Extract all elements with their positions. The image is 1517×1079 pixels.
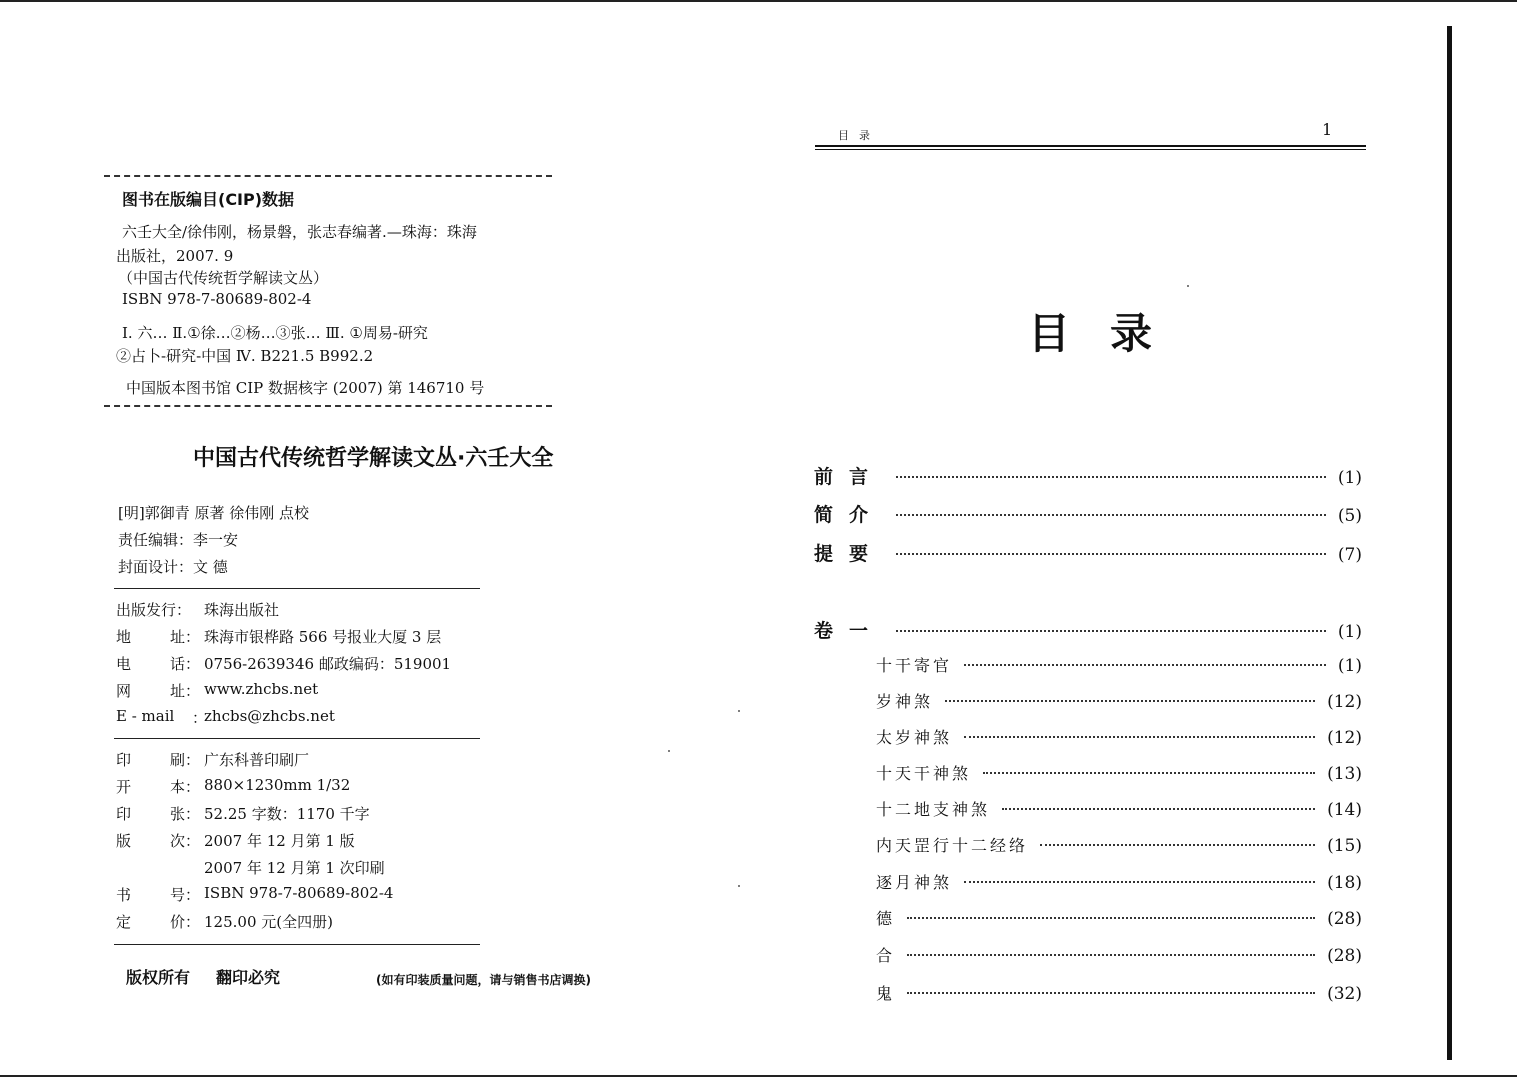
toc-entry-label: 提要	[814, 543, 885, 565]
toc-entry-page: (13)	[1327, 764, 1362, 784]
cip-line: 六壬大全/徐伟刚，杨景磐，张志春编著.—珠海：珠海	[122, 223, 477, 241]
toc-leader	[896, 553, 1326, 555]
row-label-suffix: 次：	[170, 832, 201, 850]
row-label: 电	[116, 655, 132, 673]
toc-subentry	[876, 906, 1362, 932]
row-value: 珠海出版社	[204, 601, 280, 619]
toc-leader	[907, 954, 1315, 956]
cip-line: ②占卜-研究-中国 Ⅳ. B221.5 B992.2	[116, 347, 374, 365]
copyright-notice	[126, 965, 280, 988]
toc-leader	[1040, 844, 1315, 846]
header-rule-thin	[815, 149, 1366, 150]
toc-entry-label: 德	[876, 909, 896, 928]
row-label: 印	[116, 805, 132, 823]
row-label: 书	[116, 886, 132, 904]
toc-leader	[945, 700, 1315, 702]
toc-entry-page: (5)	[1337, 506, 1362, 526]
row-label-suffix: 刷：	[170, 751, 201, 769]
toc-leader	[896, 630, 1326, 632]
cip-line: 出版社，2007. 9	[116, 247, 234, 265]
toc-entry-label: 前言	[814, 466, 885, 488]
toc-entry-page: (12)	[1327, 728, 1362, 748]
row-label-suffix: 址：	[170, 682, 201, 700]
row-label-suffix: 址：	[170, 628, 201, 646]
cip-bottom-divider	[104, 405, 552, 407]
scan-speck	[738, 885, 740, 887]
toc-entry-page: (15)	[1327, 836, 1362, 856]
toc-entry-page: (28)	[1327, 909, 1362, 929]
credit-editor: 责任编辑：李一安	[118, 531, 239, 549]
toc-entry-label: 合	[876, 946, 896, 965]
row-value: ISBN 978-7-80689-802-4	[204, 884, 394, 902]
row-label: 地	[116, 628, 132, 646]
toc-entry	[814, 539, 1362, 565]
toc-leader	[907, 917, 1315, 919]
toc-entry-page: (18)	[1327, 873, 1362, 893]
cip-line: 中国版本图书馆 CIP 数据核字 (2007) 第 146710 号	[126, 379, 485, 397]
row-label-suffix: 价：	[170, 913, 201, 931]
toc-entry-label: 鬼	[876, 984, 896, 1003]
row-value: www.zhcbs.net	[204, 680, 319, 698]
row-value: 2007 年 12 月第 1 次印刷	[204, 859, 385, 877]
scan-speck	[1187, 285, 1189, 287]
row-value: 0756-2639346 邮政编码：519001	[204, 655, 452, 673]
toc-entry-label: 简介	[814, 504, 885, 526]
row-label: E - mail	[116, 707, 175, 725]
toc-leader	[964, 881, 1315, 883]
row-label-suffix: 话：	[170, 655, 201, 673]
section-rule	[114, 944, 480, 945]
toc-entry-page: (7)	[1337, 545, 1362, 565]
no-reproduction: 翻印必究	[216, 968, 281, 987]
toc-entry-label: 岁神煞	[876, 692, 934, 711]
toc-subentry	[876, 870, 1362, 896]
toc-entry-page: (12)	[1327, 692, 1362, 712]
toc-entry-label: 内天罡行十二经络	[876, 836, 1029, 855]
page-number: 1	[1322, 120, 1333, 139]
section-rule	[114, 738, 480, 739]
row-value: 广东科普印刷厂	[204, 751, 310, 769]
toc-subentry	[876, 833, 1362, 859]
toc-entry-label: 太岁神煞	[876, 728, 953, 747]
toc-entry-page: (1)	[1337, 622, 1362, 642]
row-label: 开	[116, 778, 132, 796]
toc-entry-page: (28)	[1327, 946, 1362, 966]
scan-border-bottom	[0, 1075, 1517, 1077]
toc-leader	[1002, 808, 1315, 810]
section-rule	[114, 588, 480, 589]
toc-leader	[896, 476, 1326, 478]
row-label: 定	[116, 913, 132, 931]
running-header-label: 目录	[838, 129, 880, 142]
cip-line: ISBN 978-7-80689-802-4	[122, 290, 312, 308]
toc-subentry	[876, 981, 1362, 1007]
cip-title: 图书在版编目(CIP)数据	[122, 190, 295, 209]
row-label: 印	[116, 751, 132, 769]
toc-subentry	[876, 653, 1362, 679]
rights-reserved: 版权所有	[126, 968, 191, 987]
toc-entry	[814, 500, 1362, 526]
toc-entry-label: 十天干神煞	[876, 764, 972, 783]
cip-top-divider	[104, 175, 552, 177]
cip-line: Ⅰ. 六… Ⅱ.①徐…②杨…③张… Ⅲ. ①周易-研究	[122, 324, 428, 342]
toc-subentry	[876, 725, 1362, 751]
row-label-suffix: ：	[192, 709, 208, 727]
row-label-suffix: 本：	[170, 778, 201, 796]
toc-leader	[983, 772, 1315, 774]
toc-entry-page: (14)	[1327, 800, 1362, 820]
row-value: 880×1230mm 1/32	[204, 776, 351, 794]
cip-line: （中国古代传统哲学解读文丛）	[118, 269, 329, 287]
toc-leader	[896, 514, 1326, 516]
toc-entry-page: (1)	[1337, 468, 1362, 488]
scan-binding-edge	[1447, 26, 1452, 1060]
toc-subentry	[876, 943, 1362, 969]
toc-title: 目录	[1028, 309, 1193, 358]
credit-authors: [明]郭御青 原著 徐伟刚 点校	[118, 504, 310, 522]
toc-leader	[907, 992, 1315, 994]
row-label-suffix: 张：	[170, 805, 201, 823]
toc-entry-label: 逐月神煞	[876, 873, 953, 892]
row-value: 52.25 字数：1170 千字	[204, 805, 370, 823]
header-rule	[815, 145, 1366, 147]
toc-entry-label: 十干寄官	[876, 656, 953, 675]
row-value: 珠海市银桦路 566 号报业大厦 3 层	[204, 628, 442, 646]
toc-subentry	[876, 761, 1362, 787]
row-label: 出版发行：	[116, 601, 192, 619]
credit-designer: 封面设计：文 德	[118, 558, 228, 576]
cip-data-block	[104, 172, 552, 408]
scan-speck	[668, 750, 670, 752]
toc-entry-page: (1)	[1337, 656, 1362, 676]
toc-leader	[964, 736, 1315, 738]
row-value: 125.00 元(全四册)	[204, 913, 333, 931]
toc-entry-label: 十二地支神煞	[876, 800, 991, 819]
toc-subentry	[876, 689, 1362, 715]
toc-entry-page: (32)	[1327, 984, 1362, 1004]
toc-entry	[814, 462, 1362, 488]
toc-leader	[964, 664, 1326, 666]
quality-note: (如有印装质量问题，请与销售书店调换)	[376, 973, 591, 987]
scan-border-top	[0, 0, 1517, 2]
row-value: 2007 年 12 月第 1 版	[204, 832, 355, 850]
row-label-suffix: 号：	[170, 886, 201, 904]
toc-subentry	[876, 797, 1362, 823]
toc-volume-entry	[814, 616, 1362, 642]
series-title: 中国古代传统哲学解读文丛·六壬大全	[193, 446, 554, 471]
row-label: 网	[116, 682, 132, 700]
scan-speck	[738, 710, 740, 712]
row-label: 版	[116, 832, 132, 850]
toc-entry-label: 卷一	[814, 620, 885, 642]
row-value: zhcbs@zhcbs.net	[204, 707, 335, 725]
